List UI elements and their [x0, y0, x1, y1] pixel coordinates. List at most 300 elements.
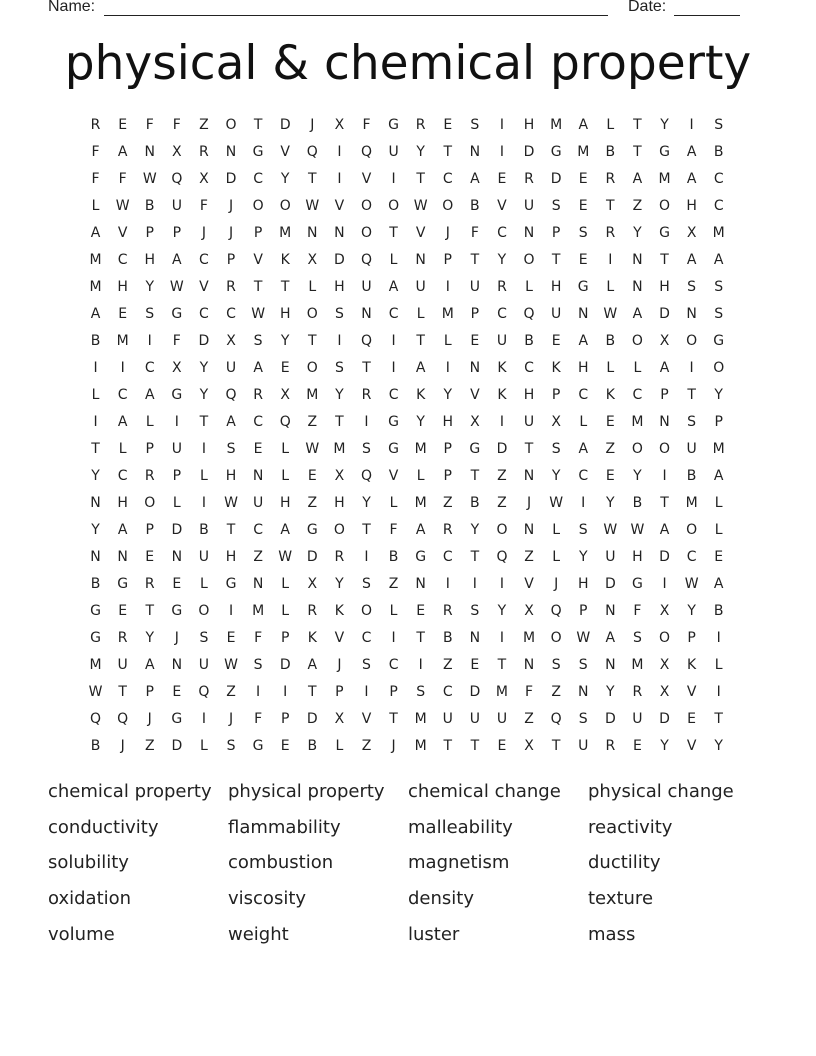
- grid-letter: L: [416, 306, 425, 322]
- grid-letter: V: [388, 468, 399, 484]
- grid-letter: P: [145, 225, 154, 241]
- grid-letter: X: [307, 576, 318, 592]
- grid-letter: L: [389, 495, 398, 511]
- grid-letter: Z: [605, 441, 616, 457]
- grid-letter: Q: [171, 171, 183, 187]
- grid-letter: E: [578, 198, 588, 214]
- grid-letter: Z: [442, 495, 453, 511]
- grid-letter: G: [252, 144, 264, 160]
- grid-letter: X: [470, 414, 480, 430]
- page-title: physical & chemical property: [64, 36, 752, 91]
- grid-letter: N: [225, 144, 237, 160]
- grid-letter: L: [714, 657, 723, 673]
- grid-letter: F: [470, 225, 479, 241]
- grid-letter: U: [171, 198, 182, 214]
- grid-letter: B: [388, 549, 399, 565]
- word-list-item: flammability: [228, 816, 341, 838]
- grid-letter: Q: [523, 306, 535, 322]
- grid-letter: Y: [551, 468, 561, 484]
- grid-letter: D: [659, 306, 670, 322]
- grid-letter: N: [605, 657, 616, 673]
- grid-letter: I: [499, 576, 505, 592]
- word-list-item: weight: [228, 923, 289, 945]
- grid-row: [82, 411, 732, 438]
- grid-letter: O: [252, 198, 264, 214]
- grid-letter: Y: [362, 495, 371, 511]
- grid-letter: Q: [279, 414, 291, 430]
- grid-letter: S: [578, 522, 588, 538]
- grid-letter: H: [225, 549, 237, 565]
- grid-letter: T: [362, 360, 371, 376]
- grid-letter: K: [687, 657, 697, 673]
- grid-letter: X: [334, 711, 345, 727]
- grid-letter: Z: [361, 738, 372, 754]
- grid-row: [82, 681, 732, 708]
- grid-letter: C: [442, 684, 453, 700]
- grid-letter: Y: [91, 522, 100, 538]
- grid-letter: S: [714, 279, 724, 295]
- grid-letter: N: [361, 306, 372, 322]
- grid-letter: J: [391, 738, 396, 754]
- grid-letter: T: [551, 252, 561, 268]
- grid-letter: P: [470, 306, 480, 322]
- grid-letter: N: [252, 576, 264, 592]
- grid-letter: E: [253, 441, 263, 457]
- grid-letter: R: [605, 171, 616, 187]
- grid-letter: N: [686, 306, 697, 322]
- grid-letter: U: [496, 711, 508, 727]
- grid-letter: O: [523, 252, 535, 268]
- grid-letter: O: [631, 441, 643, 457]
- grid-letter: X: [307, 252, 318, 268]
- grid-letter: J: [228, 225, 234, 241]
- word-list-item: chemical change: [408, 781, 561, 802]
- grid-letter: U: [578, 738, 589, 754]
- grid-letter: S: [199, 630, 209, 646]
- grid-letter: N: [523, 225, 535, 241]
- grid-letter: I: [445, 576, 450, 592]
- grid-letter: M: [116, 333, 129, 349]
- grid-letter: X: [659, 657, 670, 673]
- grid-letter: L: [714, 522, 723, 538]
- grid-row: [82, 465, 732, 492]
- grid-letter: T: [145, 603, 155, 619]
- grid-row: [82, 438, 732, 465]
- grid-letter: U: [442, 711, 453, 727]
- word-list: [48, 780, 788, 958]
- grid-letter: Z: [497, 468, 507, 484]
- grid-letter: X: [172, 360, 182, 376]
- grid-letter: V: [253, 252, 263, 268]
- grid-letter: O: [333, 522, 345, 538]
- grid-letter: Z: [388, 576, 399, 592]
- grid-row: [82, 735, 732, 762]
- grid-letter: I: [120, 360, 125, 376]
- grid-letter: L: [281, 576, 290, 592]
- grid-letter: W: [115, 198, 130, 214]
- grid-letter: N: [415, 252, 426, 268]
- grid-letter: C: [117, 252, 128, 268]
- grid-letter: Y: [280, 171, 290, 187]
- grid-letter: A: [578, 333, 589, 349]
- grid-letter: T: [199, 414, 209, 430]
- grid-letter: I: [228, 603, 234, 619]
- grid-letter: L: [118, 441, 127, 457]
- grid-letter: H: [523, 387, 535, 403]
- grid-letter: E: [280, 360, 290, 376]
- grid-letter: K: [416, 387, 426, 403]
- grid-letter: S: [362, 657, 371, 673]
- grid-letter: E: [226, 630, 236, 646]
- grid-letter: A: [117, 522, 128, 538]
- grid-letter: S: [714, 306, 724, 322]
- grid-letter: V: [524, 576, 534, 592]
- grid-letter: P: [443, 468, 452, 484]
- grid-letter: E: [118, 603, 128, 619]
- grid-letter: L: [308, 279, 317, 295]
- grid-letter: U: [415, 279, 426, 295]
- grid-letter: E: [497, 171, 507, 187]
- grid-row: [82, 303, 732, 330]
- grid-letter: S: [687, 279, 697, 295]
- grid-letter: R: [307, 603, 318, 619]
- grid-letter: U: [632, 711, 643, 727]
- grid-letter: L: [281, 468, 290, 484]
- grid-letter: J: [554, 576, 559, 592]
- grid-letter: V: [686, 738, 697, 754]
- grid-letter: E: [470, 657, 480, 673]
- grid-letter: U: [198, 549, 210, 565]
- grid-letter: N: [171, 549, 183, 565]
- grid-row: [82, 519, 732, 546]
- grid-letter: T: [714, 711, 723, 727]
- word-list-item: physical property: [228, 781, 385, 802]
- grid-letter: X: [172, 144, 182, 160]
- grid-letter: O: [550, 630, 562, 646]
- word-list-item: volume: [48, 923, 115, 945]
- grid-letter: N: [659, 414, 670, 430]
- grid-letter: A: [226, 414, 236, 430]
- grid-letter: V: [117, 225, 128, 241]
- grid-letter: A: [686, 171, 697, 187]
- grid-letter: V: [334, 198, 345, 214]
- grid-letter: Q: [360, 333, 372, 349]
- grid-letter: H: [279, 306, 291, 322]
- grid-letter: Z: [144, 738, 155, 754]
- grid-letter: M: [712, 225, 725, 241]
- grid-letter: H: [334, 279, 345, 295]
- grid-letter: I: [499, 144, 505, 160]
- grid-letter: Y: [497, 603, 507, 619]
- grid-letter: R: [144, 576, 155, 592]
- grid-row: [82, 492, 732, 519]
- grid-letter: A: [415, 522, 426, 538]
- grid-letter: O: [388, 198, 400, 214]
- grid-letter: N: [469, 144, 481, 160]
- name-label: Name:: [48, 0, 96, 15]
- grid-letter: J: [310, 117, 315, 133]
- grid-letter: T: [389, 711, 398, 727]
- grid-letter: B: [470, 495, 480, 511]
- grid-letter: D: [306, 711, 318, 727]
- grid-letter: E: [118, 306, 128, 322]
- grid-letter: Y: [606, 684, 615, 700]
- grid-letter: W: [305, 441, 320, 457]
- grid-letter: C: [361, 630, 372, 646]
- grid-letter: C: [578, 468, 589, 484]
- word-list-item: combustion: [228, 852, 334, 874]
- grid-letter: I: [93, 414, 98, 430]
- grid-letter: E: [172, 684, 182, 700]
- grid-letter: A: [470, 171, 480, 187]
- grid-letter: R: [117, 630, 128, 646]
- grid-letter: O: [659, 441, 671, 457]
- grid-letter: O: [306, 360, 318, 376]
- grid-letter: B: [90, 333, 101, 349]
- grid-letter: C: [442, 549, 453, 565]
- grid-letter: H: [117, 279, 128, 295]
- grid-letter: O: [659, 198, 671, 214]
- grid-letter: T: [416, 171, 425, 187]
- grid-letter: T: [91, 441, 100, 457]
- grid-letter: N: [252, 468, 264, 484]
- grid-letter: N: [605, 603, 616, 619]
- grid-letter: S: [578, 657, 588, 673]
- grid-letter: R: [226, 279, 236, 295]
- grid-letter: S: [334, 306, 344, 322]
- grid-letter: E: [307, 468, 317, 484]
- grid-letter: T: [443, 144, 453, 160]
- grid-letter: I: [689, 360, 694, 376]
- grid-letter: O: [496, 522, 508, 538]
- grid-letter: S: [687, 414, 697, 430]
- grid-letter: X: [524, 738, 534, 754]
- grid-letter: Y: [470, 522, 480, 538]
- grid-letter: F: [91, 171, 100, 187]
- grid-letter: H: [442, 414, 454, 430]
- grid-letter: L: [200, 468, 208, 484]
- grid-letter: S: [551, 441, 561, 457]
- grid-letter: I: [445, 360, 450, 376]
- grid-letter: L: [91, 198, 100, 214]
- grid-letter: S: [253, 657, 263, 673]
- grid-letter: S: [578, 711, 588, 727]
- worksheet-header: [48, 0, 748, 20]
- grid-letter: T: [551, 738, 561, 754]
- grid-letter: Y: [714, 387, 723, 403]
- grid-letter: L: [389, 603, 398, 619]
- grid-letter: I: [201, 441, 206, 457]
- grid-letter: S: [470, 117, 480, 133]
- grid-letter: A: [307, 657, 318, 673]
- grid-letter: C: [388, 387, 399, 403]
- grid-letter: R: [199, 144, 209, 160]
- grid-letter: I: [201, 495, 206, 511]
- grid-letter: P: [172, 225, 182, 241]
- grid-letter: G: [90, 630, 101, 646]
- date-label: Date:: [628, 0, 667, 15]
- grid-letter: N: [144, 144, 155, 160]
- grid-letter: Y: [497, 252, 507, 268]
- grid-letter: S: [226, 441, 236, 457]
- grid-letter: G: [713, 333, 725, 349]
- grid-letter: Q: [117, 711, 129, 727]
- grid-letter: H: [279, 495, 291, 511]
- word-list-item: viscosity: [228, 888, 307, 910]
- grid-letter: C: [199, 252, 209, 268]
- grid-letter: C: [226, 306, 236, 322]
- grid-letter: S: [362, 441, 371, 457]
- grid-letter: D: [469, 684, 481, 700]
- grid-letter: A: [415, 360, 426, 376]
- grid-letter: C: [632, 387, 643, 403]
- grid-letter: G: [171, 306, 183, 322]
- grid-letter: P: [551, 387, 561, 403]
- grid-letter: T: [416, 630, 425, 646]
- grid-letter: M: [523, 630, 536, 646]
- grid-letter: A: [388, 279, 399, 295]
- grid-letter: O: [713, 360, 725, 376]
- grid-letter: U: [523, 414, 535, 430]
- grid-letter: M: [414, 711, 427, 727]
- grid-letter: U: [551, 306, 562, 322]
- grid-letter: C: [497, 306, 507, 322]
- grid-letter: G: [306, 522, 318, 538]
- grid-letter: I: [581, 495, 586, 511]
- grid-letter: R: [442, 522, 453, 538]
- grid-letter: Y: [578, 549, 588, 565]
- grid-letter: A: [632, 171, 643, 187]
- grid-letter: V: [334, 630, 345, 646]
- grid-letter: D: [604, 711, 616, 727]
- grid-letter: G: [415, 549, 427, 565]
- grid-letter: I: [201, 711, 206, 727]
- grid-letter: L: [200, 576, 208, 592]
- grid-letter: C: [497, 225, 507, 241]
- grid-letter: T: [660, 495, 669, 511]
- grid-letter: Q: [550, 603, 562, 619]
- grid-letter: D: [306, 549, 318, 565]
- grid-letter: Z: [632, 198, 643, 214]
- grid-letter: N: [577, 306, 589, 322]
- grid-letter: J: [228, 198, 234, 214]
- grid-letter: Y: [199, 360, 209, 376]
- grid-letter: M: [89, 252, 102, 268]
- grid-letter: A: [605, 630, 616, 646]
- grid-letter: X: [199, 171, 209, 187]
- grid-letter: S: [551, 198, 561, 214]
- grid-letter: R: [90, 117, 101, 133]
- grid-row: [82, 546, 732, 573]
- grid-letter: P: [145, 522, 154, 538]
- grid-letter: V: [686, 684, 697, 700]
- grid-letter: N: [171, 657, 183, 673]
- grid-letter: I: [174, 414, 179, 430]
- grid-letter: D: [550, 171, 562, 187]
- grid-letter: C: [253, 414, 263, 430]
- grid-letter: B: [90, 738, 101, 754]
- grid-letter: K: [497, 387, 507, 403]
- word-list-item: ductility: [588, 852, 661, 874]
- grid-row: [82, 600, 732, 627]
- grid-letter: G: [171, 603, 183, 619]
- grid-letter: X: [659, 684, 670, 700]
- word-list-item: magnetism: [408, 852, 510, 874]
- grid-letter: I: [689, 117, 694, 133]
- grid-letter: L: [389, 252, 398, 268]
- grid-row: [82, 276, 732, 303]
- grid-letter: G: [388, 117, 399, 133]
- word-list-item: mass: [588, 923, 636, 945]
- grid-letter: N: [117, 549, 128, 565]
- grid-letter: G: [90, 603, 101, 619]
- grid-letter: L: [552, 549, 561, 565]
- grid-letter: V: [415, 225, 426, 241]
- grid-letter: Y: [443, 387, 453, 403]
- grid-letter: U: [523, 198, 535, 214]
- grid-letter: B: [686, 468, 697, 484]
- grid-letter: U: [252, 495, 264, 511]
- grid-letter: Z: [442, 657, 453, 673]
- grid-letter: J: [147, 711, 152, 727]
- grid-letter: W: [603, 522, 618, 538]
- grid-letter: A: [713, 576, 724, 592]
- grid-letter: U: [225, 360, 237, 376]
- grid-letter: P: [226, 252, 236, 268]
- grid-letter: G: [225, 576, 237, 592]
- grid-letter: D: [496, 441, 508, 457]
- grid-letter: Z: [307, 414, 318, 430]
- grid-letter: D: [171, 522, 183, 538]
- grid-letter: Y: [335, 576, 344, 592]
- grid-letter: M: [89, 657, 102, 673]
- grid-letter: H: [632, 549, 643, 565]
- grid-letter: J: [526, 495, 532, 511]
- grid-letter: F: [362, 117, 371, 133]
- grid-letter: U: [605, 549, 616, 565]
- grid-letter: I: [662, 576, 667, 592]
- grid-letter: I: [256, 684, 261, 700]
- grid-letter: M: [577, 144, 590, 160]
- grid-letter: A: [713, 468, 724, 484]
- grid-letter: L: [281, 603, 290, 619]
- grid-letter: Q: [306, 144, 318, 160]
- grid-letter: S: [253, 333, 263, 349]
- grid-letter: I: [391, 630, 396, 646]
- grid-letter: N: [307, 225, 318, 241]
- grid-letter: U: [171, 441, 182, 457]
- grid-letter: Q: [360, 144, 372, 160]
- grid-letter: I: [472, 576, 477, 592]
- grid-letter: Y: [335, 387, 344, 403]
- grid-letter: L: [633, 360, 642, 376]
- grid-letter: G: [388, 441, 399, 457]
- grid-letter: S: [334, 360, 344, 376]
- grid-letter: O: [631, 333, 643, 349]
- grid-letter: E: [687, 711, 697, 727]
- word-list-item: malleability: [408, 816, 513, 838]
- grid-letter: C: [144, 360, 155, 376]
- grid-letter: U: [388, 144, 399, 160]
- grid-letter: D: [279, 117, 291, 133]
- grid-letter: T: [253, 117, 263, 133]
- grid-letter: Q: [225, 387, 237, 403]
- grid-letter: N: [469, 630, 481, 646]
- grid-row: [82, 114, 732, 141]
- grid-letter: K: [497, 360, 507, 376]
- grid-letter: T: [308, 333, 317, 349]
- grid-letter: K: [307, 630, 317, 646]
